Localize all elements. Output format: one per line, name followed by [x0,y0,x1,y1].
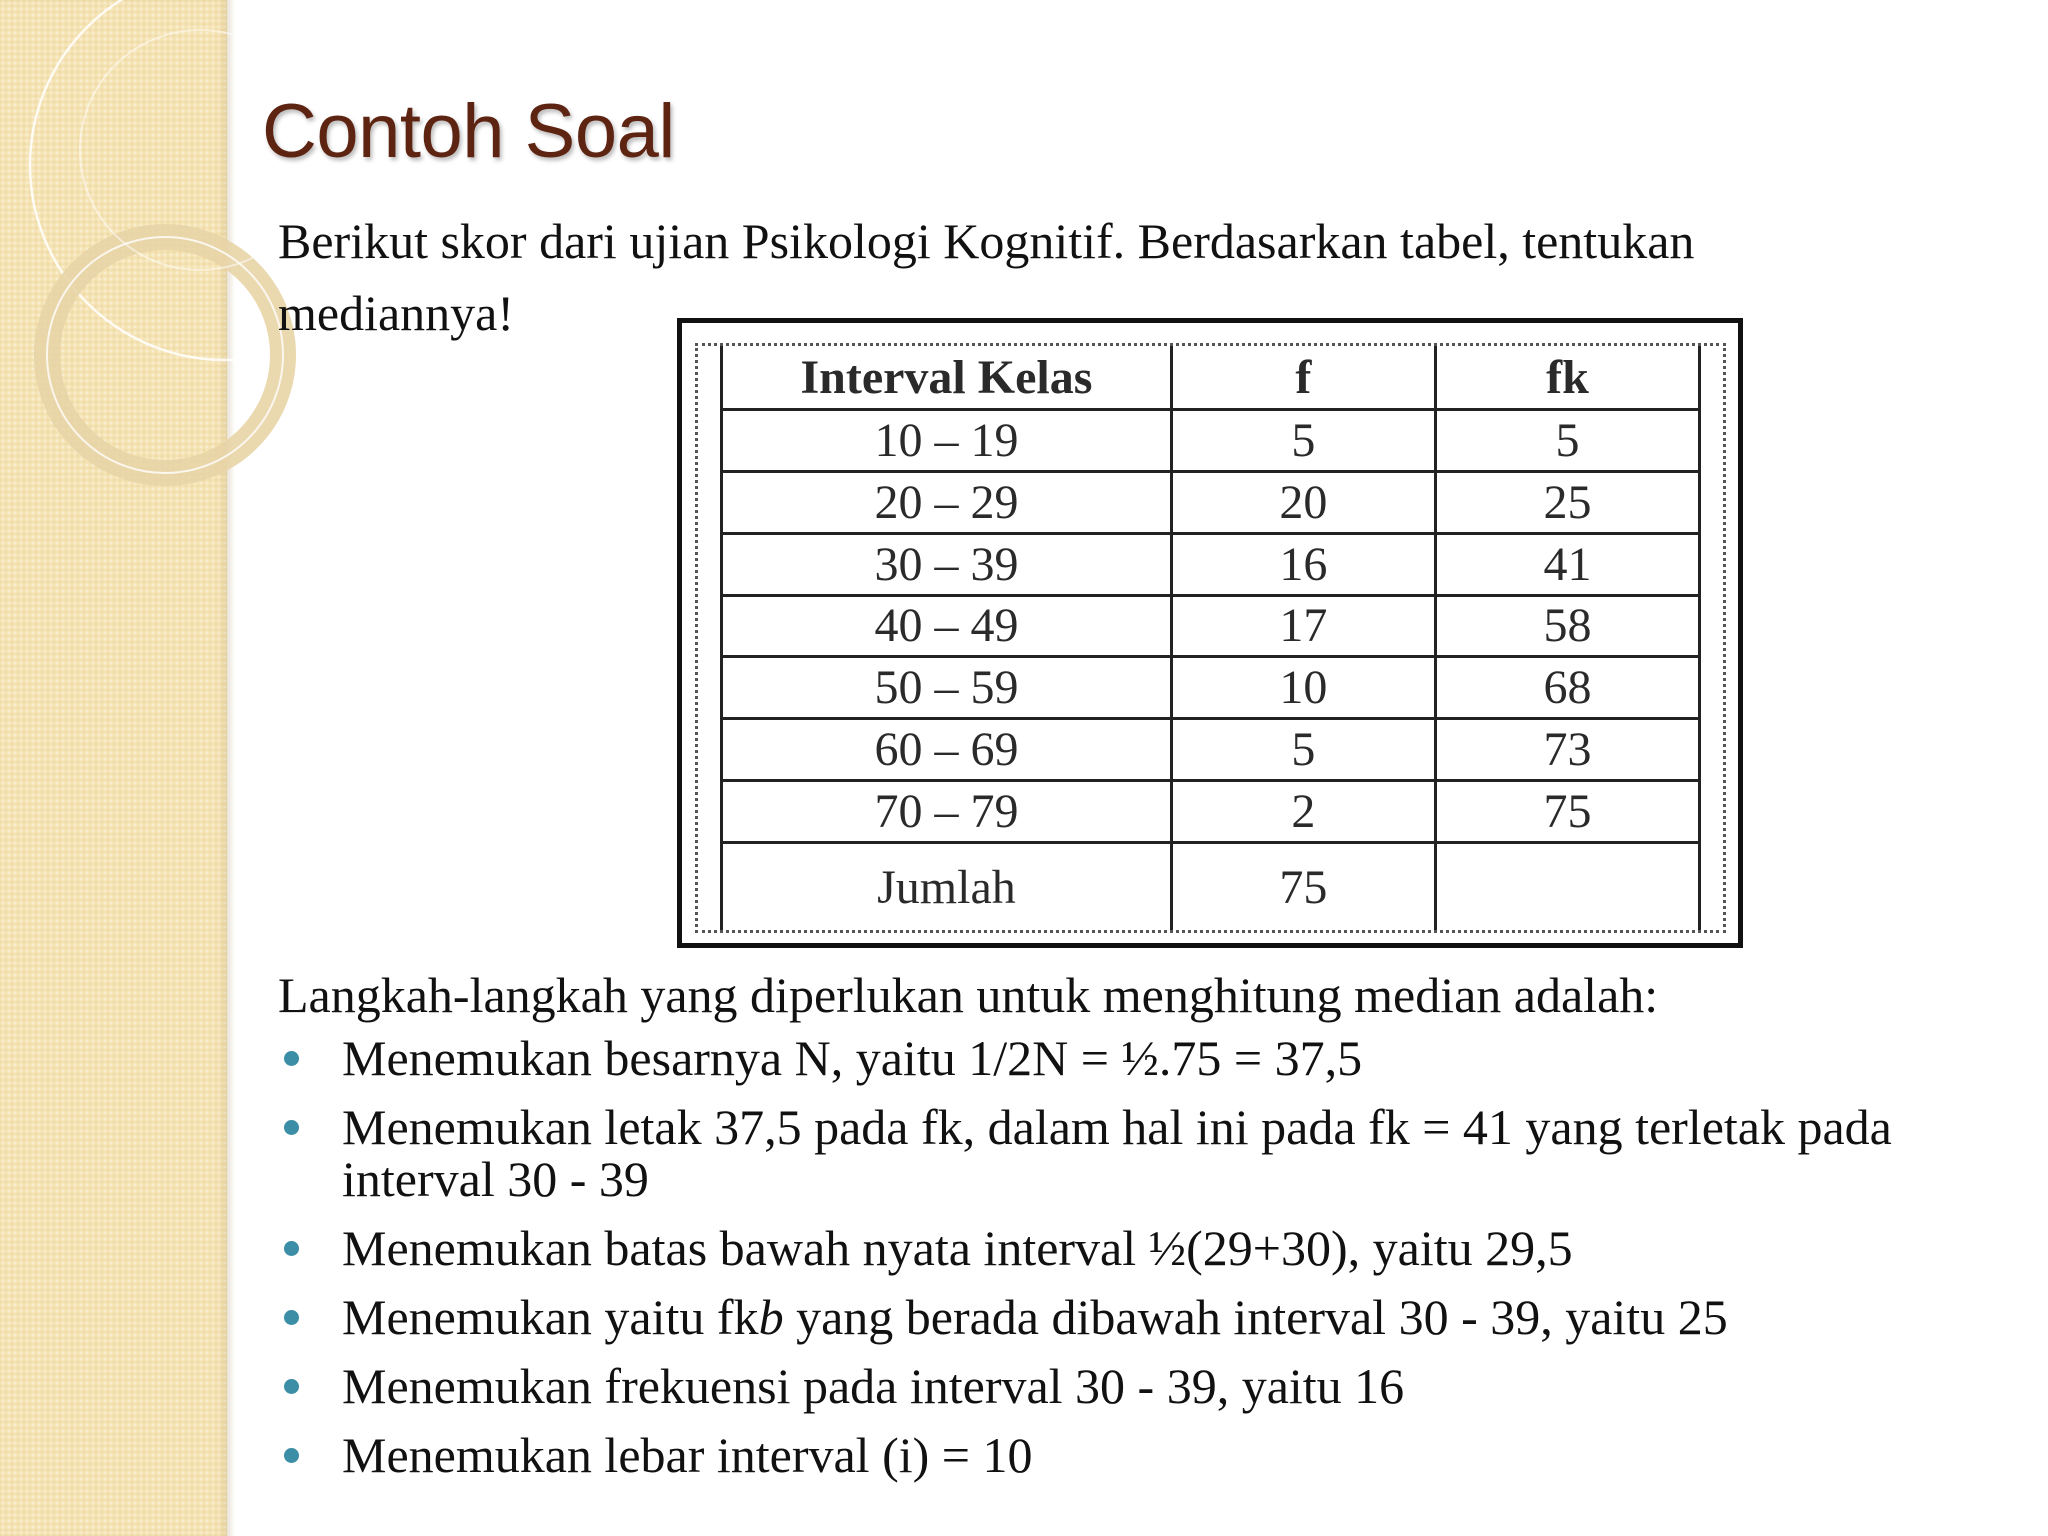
cell-f: 20 [1171,471,1435,533]
step-text: Menemukan letak 37,5 pada fk, dalam hal ini pada fk = 41 yang terletak pada interval 30 - 39 [342,1099,1892,1207]
cell-f: 17 [1171,595,1435,657]
bullet-icon [284,1051,299,1066]
table-row [722,410,1700,472]
bullet-icon [284,1120,299,1135]
list-item [278,1429,1978,1481]
frequency-table [720,346,1701,930]
cell-fk: 73 [1435,719,1699,781]
table-row [722,533,1700,595]
step-text: Menemukan yaitu fkb yang berada dibawah interval 30 - 39, yaitu 25 [342,1289,1728,1345]
bullet-icon [284,1448,299,1463]
bullet-icon [284,1379,299,1394]
steps-lead-text: Langkah-langkah yang diperlukan untuk menghitung median adalah: [278,967,1659,1023]
cell-interval: 20 – 29 [722,471,1172,533]
table-row [722,471,1700,533]
list-item [278,1291,1978,1343]
header-f: f [1171,346,1435,410]
cell-fk: 25 [1435,471,1699,533]
step-text: Menemukan lebar interval (i) = 10 [342,1427,1033,1483]
steps-list [278,1032,1978,1498]
frequency-table-inner [695,343,1726,933]
cell-f: 10 [1171,657,1435,719]
cell-fk: 68 [1435,657,1699,719]
table-row [722,781,1700,843]
cell-fk: 58 [1435,595,1699,657]
table-header-row [722,346,1700,410]
table-row [722,657,1700,719]
slide-title: Contoh Soal [262,89,675,174]
bullet-icon [284,1310,299,1325]
cell-interval: 70 – 79 [722,781,1172,843]
cell-total-fk [1435,843,1699,931]
list-item [278,1101,1978,1205]
frequency-table-frame [677,318,1743,948]
cell-fk: 41 [1435,533,1699,595]
header-fk: fk [1435,346,1699,410]
cell-f: 5 [1171,410,1435,472]
cell-f: 5 [1171,719,1435,781]
header-interval-kelas: Interval Kelas [722,346,1172,410]
cell-interval: 60 – 69 [722,719,1172,781]
table-row [722,719,1700,781]
cell-fk: 5 [1435,410,1699,472]
cell-fk: 75 [1435,781,1699,843]
list-item [278,1360,1978,1412]
cell-interval: 10 – 19 [722,410,1172,472]
cell-interval: 30 – 39 [722,533,1172,595]
step-text: Menemukan batas bawah nyata interval ½(29+30), yaitu 29,5 [342,1220,1573,1276]
intro-text: Berikut skor dari ujian Psikologi Kognitif. Berdasarkan tabel, tentukan mediannya! [278,213,1695,341]
cell-f: 2 [1171,781,1435,843]
cell-f: 16 [1171,533,1435,595]
bullet-icon [284,1241,299,1256]
cell-total-f: 75 [1171,843,1435,931]
cell-interval: 50 – 59 [722,657,1172,719]
table-total-row [722,843,1700,931]
list-item [278,1222,1978,1274]
list-item [278,1032,1978,1084]
table-row [722,595,1700,657]
step-text: Menemukan frekuensi pada interval 30 - 39, yaitu 16 [342,1358,1405,1414]
cell-interval: 40 – 49 [722,595,1172,657]
step-text: Menemukan besarnya N, yaitu 1/2N = ½.75 = 37,5 [342,1030,1363,1086]
cell-total-label: Jumlah [722,843,1172,931]
